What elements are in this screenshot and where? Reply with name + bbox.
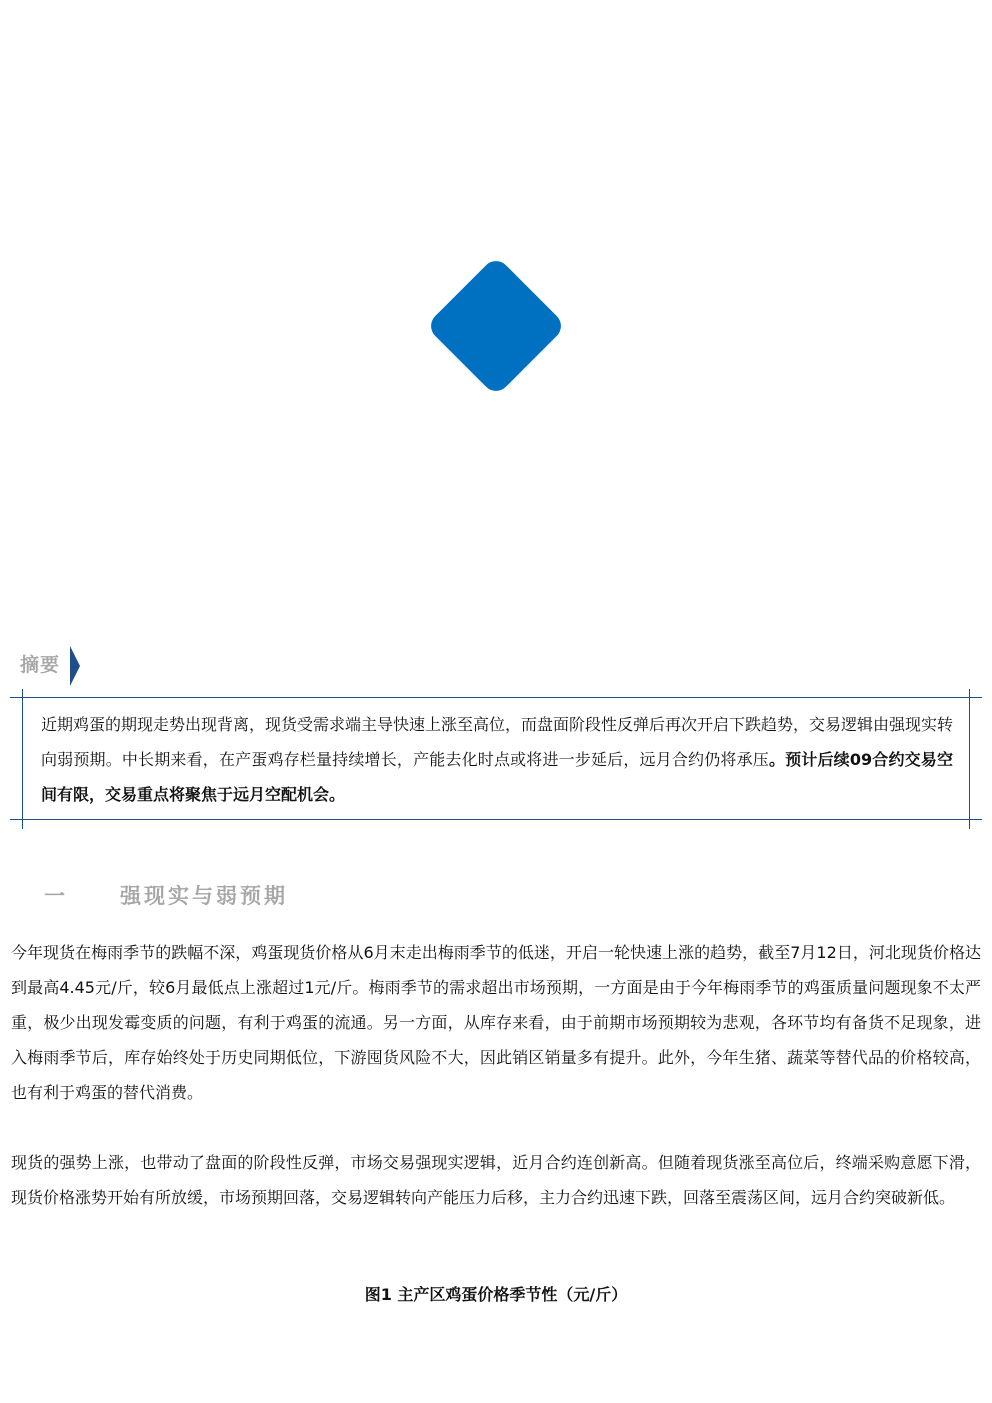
summary-box-top-line bbox=[10, 697, 982, 698]
section-title: 强现实与弱预期 bbox=[120, 884, 288, 908]
figure-caption: 图1 主产区鸡蛋价格季节性（元/斤） bbox=[364, 1285, 628, 1304]
section-heading bbox=[44, 880, 288, 910]
body-paragraph: 今年现货在梅雨季节的跌幅不深，鸡蛋现货价格从6月末走出梅雨季节的低迷，开启一轮快速上涨的趋势，截至7月12日，河北现货价格达到最高4.45元/斤，较6月最低点上涨超过1元/斤。梅雨季节的需求超出市场预期，一方面是由于今年梅雨季节的鸡蛋质量问题现象不太严重，极少出现发霉变质的问题，有利于鸡蛋的流通。另一方面，从库存来看，由于前期市场预期较为悲观，各环节均有备货不足现象，进入梅雨季节后，库存始终处于历史同期低位，下游囤货风险不大，因此销区销量多有提升。此外，今年生猪、蔬菜等替代品的价格较高，也有利于鸡蛋的替代消费。 bbox=[11, 943, 981, 1102]
summary-box-bottom-line bbox=[10, 819, 982, 820]
summary-text-bold: 。预计后续09合约交易空间有限，交易重点将聚焦于远月空配机会。 bbox=[41, 750, 953, 804]
section-number: 一 bbox=[44, 884, 68, 908]
summary-text-normal: 近期鸡蛋的期现走势出现背离，现货受需求端主导快速上涨至高位，而盘面阶段性反弹后再次开启下跌趋势，交易逻辑由强现实转向弱预期。中长期来看，在产蛋鸡存栏量持续增长，产能去化时点或将进一步延后，远月合约仍将承压 bbox=[41, 715, 954, 769]
summary-box-left-line bbox=[22, 689, 23, 829]
summary-box bbox=[10, 697, 982, 819]
logo-diamond-icon bbox=[425, 255, 566, 396]
chevron-right-icon bbox=[70, 646, 80, 686]
body-paragraph: 现货的强势上涨，也带动了盘面的阶段性反弹，市场交易强现实逻辑，近月合约连创新高。但随着现货涨至高位后，终端采购意愿下滑，现货价格涨势开始有所放缓，市场预期回落，交易逻辑转向产能压力后移，主力合约迅速下跌，回落至震荡区间，远月合约突破新低。 bbox=[11, 1153, 981, 1207]
summary-title: 摘要 bbox=[20, 654, 61, 676]
summary-text bbox=[41, 707, 953, 812]
summary-box-right-line bbox=[969, 689, 970, 829]
